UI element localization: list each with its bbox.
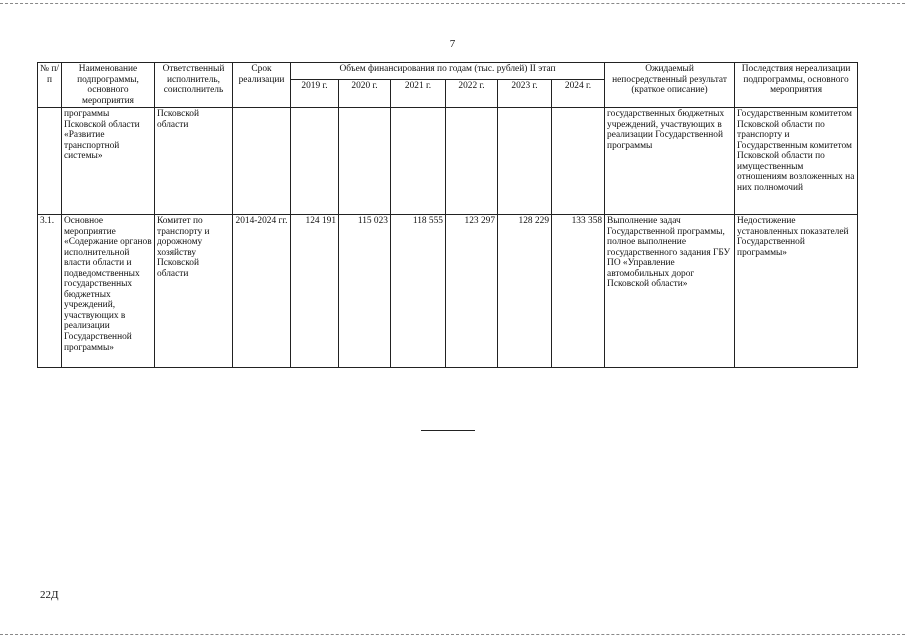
header-year: 2024 г. [552,79,605,107]
header-consequences: Последствия нереализации подпрограммы, основного мероприятия [735,63,858,108]
header-year: 2023 г. [498,79,552,107]
cell-num [38,108,62,215]
cell-term [233,108,291,215]
cell-name: программы Псковской области «Развитие транспортной системы» [62,108,155,215]
table-row [38,108,858,215]
separator-line [421,430,475,431]
cell-value: 128 229 [498,215,552,368]
cell-name: Основное мероприятие «Содержание органов исполнительной власти области и подведомственных государственных бюджетных учреждений, участвующих в реализации Государственной программы» [62,215,155,368]
cell-num: 3.1. [38,215,62,368]
cell-result: Выполнение задач Государственной программы, полное выполнение государственного задания ГБУ ПО «Управление автомобильных дорог Псковской области» [605,215,735,368]
cell-value [291,108,339,215]
header-result: Ожидаемый непосредственный результат (краткое описание) [605,63,735,108]
cell-result: государственных бюджетных учреждений, участвующих в реализации Государственной программы [605,108,735,215]
cell-value: 123 297 [446,215,498,368]
header-executor: Ответственный исполнитель, соисполнитель [155,63,233,108]
cell-value [339,108,391,215]
cell-executor: Псковской области [155,108,233,215]
header-name: Наименование подпрограммы, основного мероприятия [62,63,155,108]
header-year: 2019 г. [291,79,339,107]
cell-value [498,108,552,215]
scan-edge-top [0,3,905,4]
header-year: 2021 г. [391,79,446,107]
cell-executor: Комитет по транспорту и дорожному хозяйству Псковской области [155,215,233,368]
header-num: № п/п [38,63,62,108]
page-number: 7 [449,38,456,50]
cell-consequences: Государственным комитетом Псковской области по транспорту и Государственным комитетом Псковской области по имущественным отношениям возложенных на них полномочий [735,108,858,215]
header-term: Срок реализации [233,63,291,108]
cell-value: 115 023 [339,215,391,368]
header-year: 2022 г. [446,79,498,107]
financing-table [37,62,858,368]
cell-value: 124 191 [291,215,339,368]
cell-term: 2014-2024 гг. [233,215,291,368]
cell-value [552,108,605,215]
cell-value: 133 358 [552,215,605,368]
footer-code: 22Д [40,589,59,601]
cell-value [391,108,446,215]
header-year: 2020 г. [339,79,391,107]
table-header-row [38,63,858,80]
cell-value [446,108,498,215]
cell-value: 118 555 [391,215,446,368]
table-row [38,215,858,368]
scan-edge-bottom [0,634,905,635]
header-financing: Объем финансирования по годам (тыс. рублей) II этап [291,63,605,80]
cell-consequences: Недостижение установленных показателей Государственной программы» [735,215,858,368]
